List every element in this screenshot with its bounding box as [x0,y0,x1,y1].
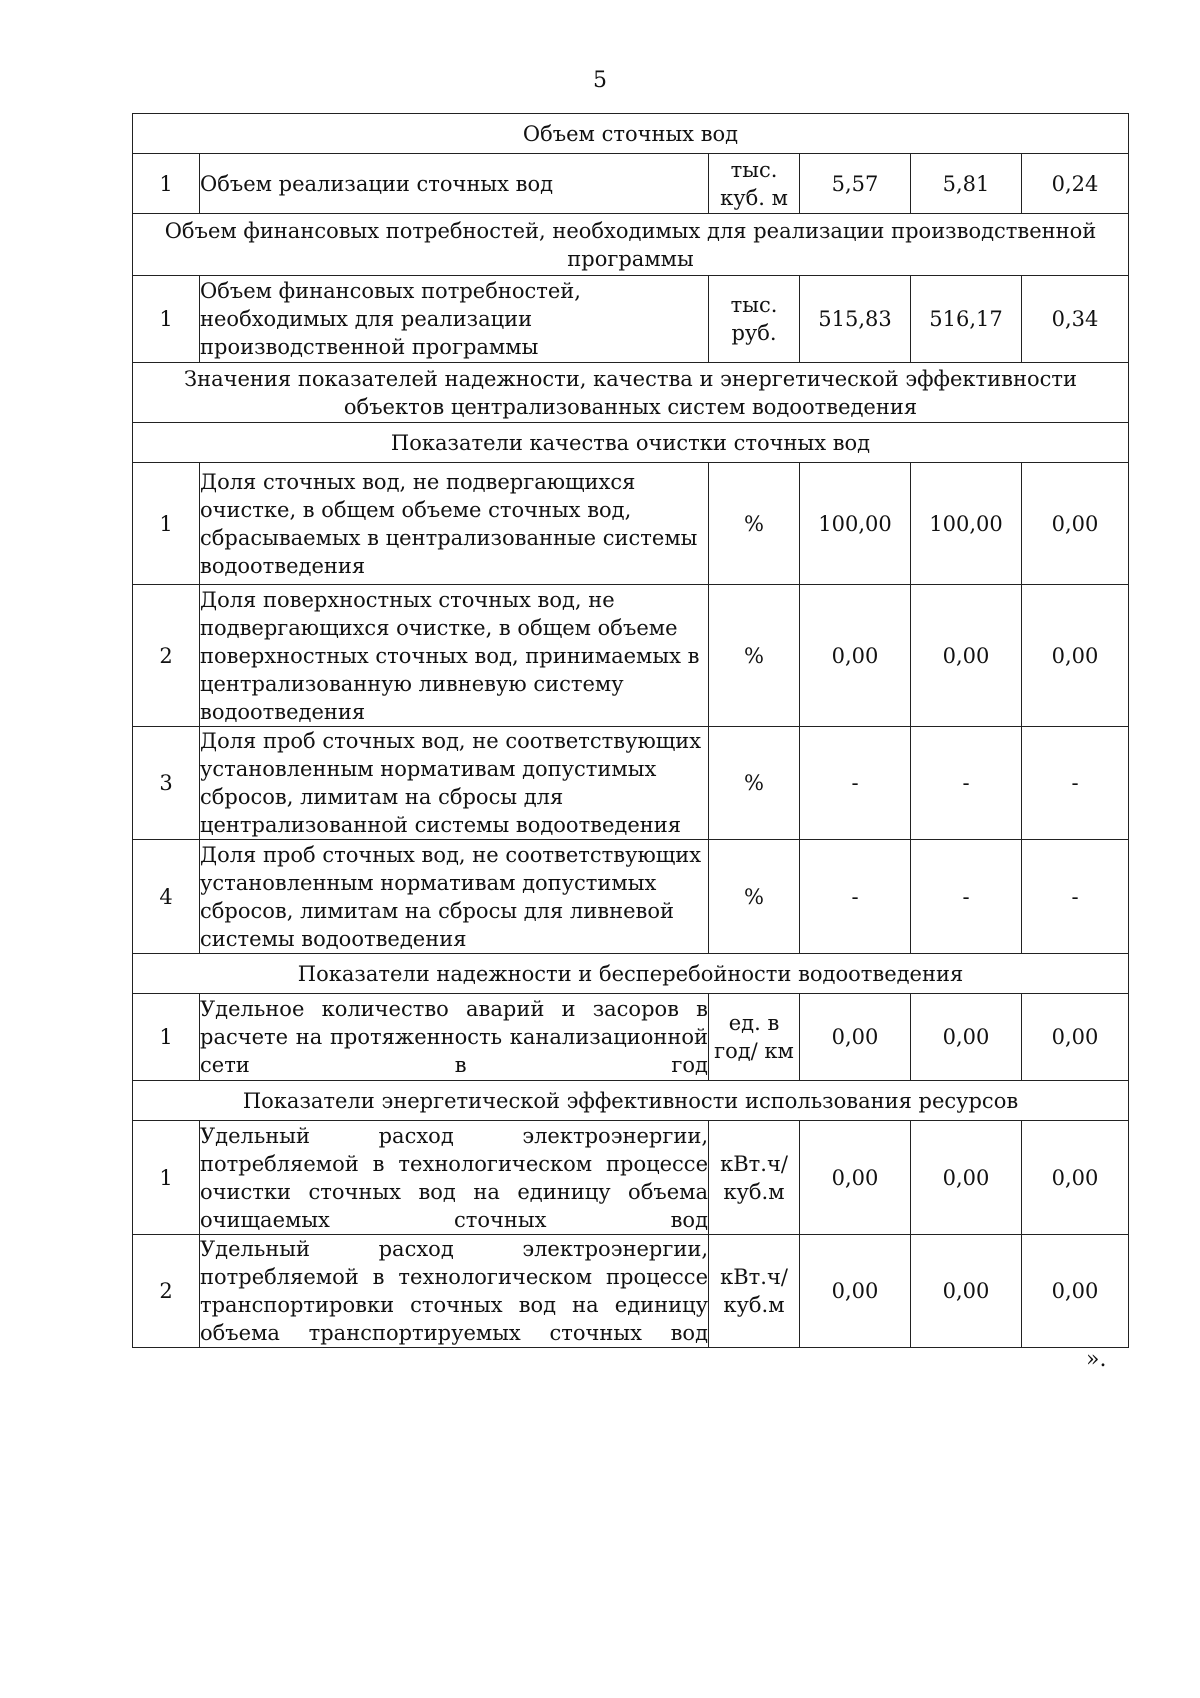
table-row [133,727,1129,840]
indicator-name [200,1235,709,1348]
value-cell-1: 515,83 [800,276,911,363]
value-cell-1: 100,00 [800,463,911,585]
value-cell-3: - [1022,727,1129,840]
indicator-name: Объем реализации сточных вод [200,154,709,214]
table-row [133,994,1129,1081]
unit-cell: % [709,727,800,840]
row-number: 1 [133,1121,200,1235]
section-header-row [133,1081,1129,1121]
indicator-name: Доля поверхностных сточных вод, не подвергающихся очистке, в общем объеме поверхностных сточных вод, принимаемых в централизованную ливневую систему водоотведения [200,585,709,727]
indicator-name: Доля проб сточных вод, не соответствующих установленным нормативам допустимых сбросов, лимитам на сбросы для ливневой системы водоотведения [200,840,709,954]
section-title: Значения показателей надежности, качества и энергетической эффективности объектов централизованных систем водоотведения [133,363,1129,423]
table-row [133,276,1129,363]
value-cell-2: 516,17 [911,276,1022,363]
section-header-row [133,214,1129,276]
indicator-name-main: Удельное количество аварий и засоров в расчете на протяженность канализационной [200,997,708,1049]
unit-cell: % [709,840,800,954]
indicator-name [200,1121,709,1235]
indicator-name-last: объема транспортируемых сточных вод [200,1321,708,1345]
value-cell-3: 0,00 [1022,1235,1129,1348]
row-number: 1 [133,276,200,363]
value-cell-1: 5,57 [800,154,911,214]
value-cell-1: 0,00 [800,585,911,727]
value-cell-3: - [1022,840,1129,954]
value-cell-2: 0,00 [911,585,1022,727]
row-number: 3 [133,727,200,840]
value-cell-1: 0,00 [800,994,911,1081]
section-header-row [133,363,1129,423]
value-cell-2: - [911,727,1022,840]
row-number: 4 [133,840,200,954]
unit-cell: тыс. куб. м [709,154,800,214]
unit-cell: % [709,463,800,585]
indicator-name-main: Удельный расход электроэнергии, потребляемой в технологическом процессе транспортировки сточных вод на единицу [200,1237,708,1317]
value-cell-1: - [800,840,911,954]
indicator-name: Доля проб сточных вод, не соответствующих установленным нормативам допустимых сбросов, лимитам на сбросы для централизованной системы водоотведения [200,727,709,840]
row-number: 1 [133,463,200,585]
value-cell-3: 0,00 [1022,585,1129,727]
table-row [133,1235,1129,1348]
value-cell-1: 0,00 [800,1121,911,1235]
row-number: 1 [133,994,200,1081]
page-number: 5 [593,68,607,93]
indicators-table [132,113,1129,1348]
section-title: Показатели энергетической эффективности использования ресурсов [133,1081,1129,1121]
indicator-name: Доля сточных вод, не подвергающихся очистке, в общем объеме сточных вод, сбрасываемых в централизованные системы водоотведения [200,463,709,585]
table-row [133,585,1129,727]
value-cell-3: 0,00 [1022,463,1129,585]
indicator-name-last: сети в год [200,1053,708,1077]
section-title: Показатели качества очистки сточных вод [133,423,1129,463]
section-title: Объем сточных вод [133,114,1129,154]
closing-quote-mark: ». [1086,1347,1107,1372]
indicator-name-main: Удельный расход электроэнергии, потребляемой в технологическом процессе очистки сточных вод на единицу объема [200,1123,708,1204]
table-row [133,1121,1129,1235]
section-title: Показатели надежности и бесперебойности водоотведения [133,954,1129,994]
row-number: 1 [133,154,200,214]
value-cell-2: 0,00 [911,1235,1022,1348]
unit-cell: ед. в год/ км [709,994,800,1081]
value-cell-3: 0,00 [1022,994,1129,1081]
section-title: Объем финансовых потребностей, необходимых для реализации производственной программы [133,214,1129,276]
unit-cell: тыс. руб. [709,276,800,363]
section-header-row [133,114,1129,154]
value-cell-1: 0,00 [800,1235,911,1348]
value-cell-3: 0,00 [1022,1121,1129,1235]
row-number: 2 [133,1235,200,1348]
indicator-name-last: очищаемых сточных вод [200,1207,708,1232]
table-row [133,463,1129,585]
value-cell-2: 0,00 [911,1121,1022,1235]
unit-cell: кВт.ч/ куб.м [709,1121,800,1235]
table-row [133,840,1129,954]
unit-cell: % [709,585,800,727]
row-number: 2 [133,585,200,727]
table-row [133,154,1129,214]
value-cell-2: 5,81 [911,154,1022,214]
section-header-row [133,423,1129,463]
value-cell-2: 100,00 [911,463,1022,585]
value-cell-2: - [911,840,1022,954]
value-cell-3: 0,24 [1022,154,1129,214]
section-header-row [133,954,1129,994]
value-cell-1: - [800,727,911,840]
indicator-name: Объем финансовых потребностей, необходимых для реализации производственной программы [200,276,709,363]
unit-cell: кВт.ч/ куб.м [709,1235,800,1348]
value-cell-2: 0,00 [911,994,1022,1081]
value-cell-3: 0,34 [1022,276,1129,363]
indicator-name [200,994,709,1081]
